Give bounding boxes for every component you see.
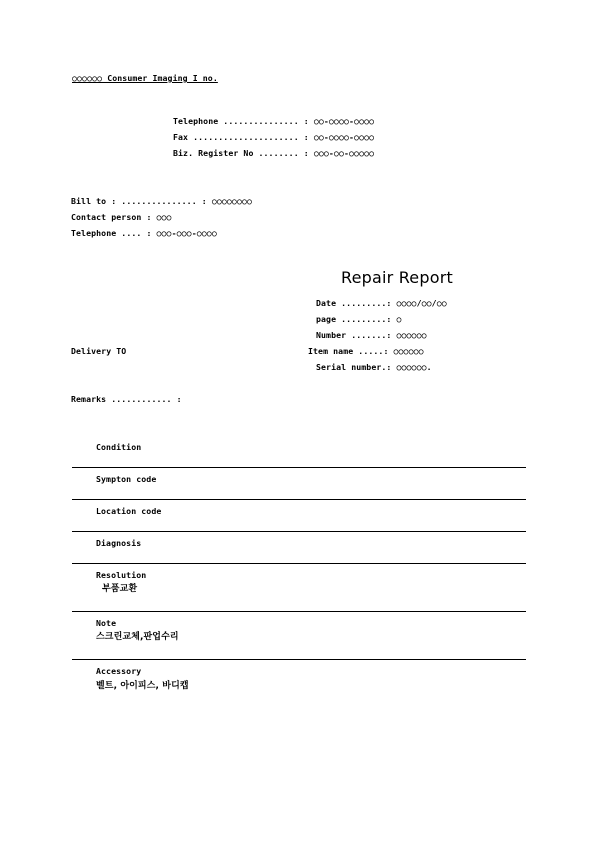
resolution-value: 부품교환 — [102, 584, 138, 594]
accessory-label: Accessory — [96, 666, 142, 676]
note-label: Note — [96, 618, 117, 628]
section-divider — [72, 531, 526, 532]
number-line: Number .......: ○○○○○○ — [316, 330, 427, 340]
item-name-line: Item name .....: ○○○○○○ — [308, 346, 424, 356]
contact-person-line: Contact person : ○○○ — [71, 212, 172, 222]
section-divider — [72, 611, 526, 612]
section-divider — [72, 563, 526, 564]
section-divider — [72, 467, 526, 468]
bill-to-line: Bill to : ............... : ○○○○○○○○ — [71, 196, 253, 206]
remarks-label: Remarks ............ : — [71, 394, 182, 404]
biz-register-line: Biz. Register No ........ : ○○○-○○-○○○○○ — [173, 148, 375, 158]
accessory-value: 벨트, 아이피스, 바디캡 — [96, 681, 189, 691]
fax-line: Fax ..................... : ○○-○○○○-○○○○ — [173, 132, 375, 142]
company-name: ○○○○○○ Consumer Imaging I no. — [72, 73, 218, 83]
condition-label: Condition — [96, 442, 142, 452]
location-code-label: Location code — [96, 506, 162, 516]
note-value: 스크린교체,판업수리 — [96, 632, 179, 642]
symptom-code-label: Sympton code — [96, 474, 157, 484]
serial-number-line: Serial number.: ○○○○○○. — [316, 362, 432, 372]
telephone-line: Telephone ............... : ○○-○○○○-○○○○ — [173, 116, 375, 126]
resolution-label: Resolution — [96, 570, 147, 580]
delivery-to-label: Delivery TO — [71, 346, 127, 356]
report-title: Repair Report — [341, 268, 453, 287]
page-line: page .........: ○ — [316, 314, 402, 324]
diagnosis-label: Diagnosis — [96, 538, 142, 548]
section-divider — [72, 499, 526, 500]
date-line: Date .........: ○○○○/○○/○○ — [316, 298, 447, 308]
section-divider — [72, 659, 526, 660]
bill-telephone-line: Telephone .... : ○○○-○○○-○○○○ — [71, 228, 217, 238]
